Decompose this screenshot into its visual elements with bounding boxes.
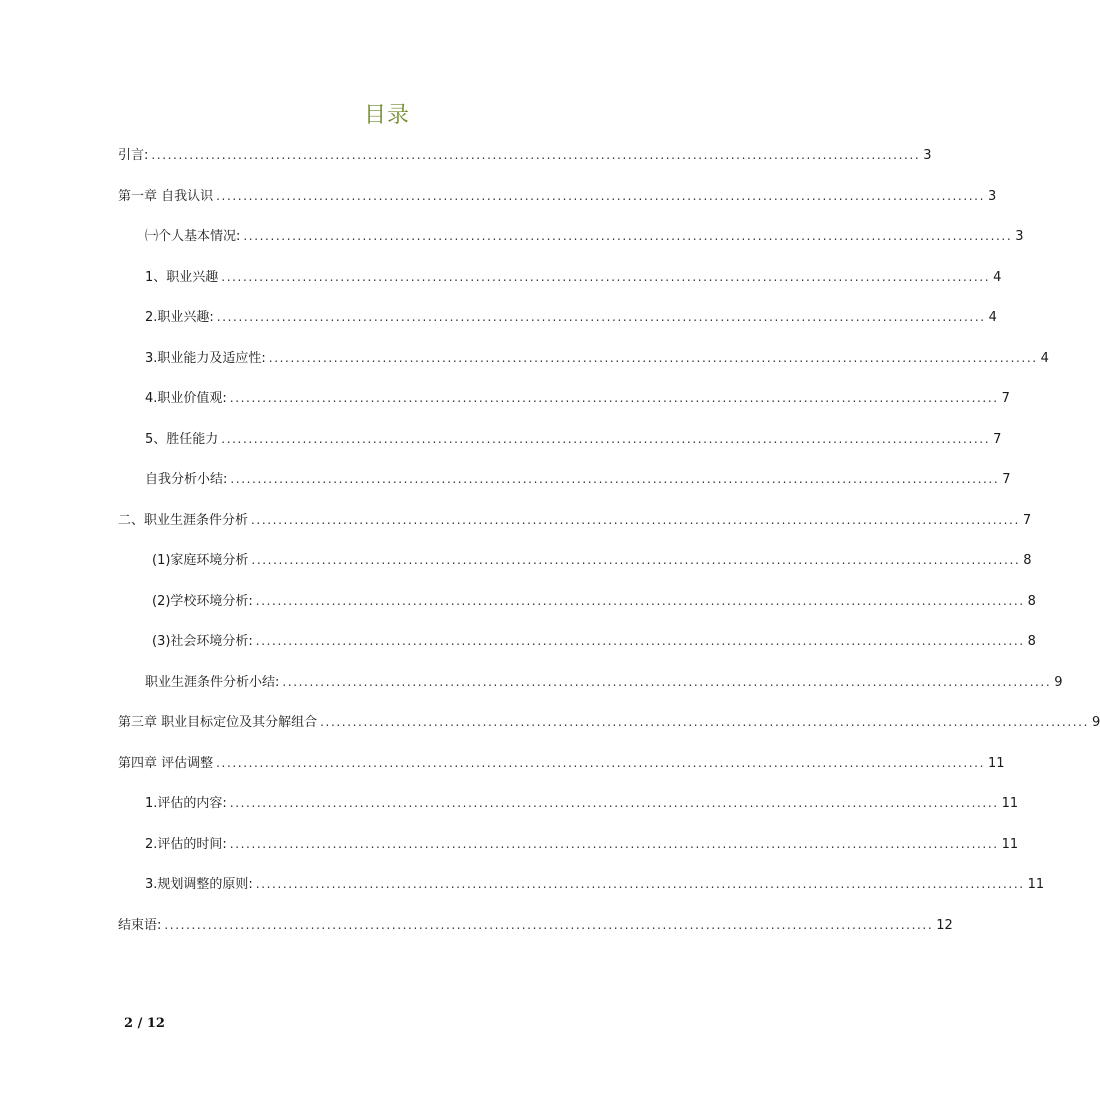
toc-entry-career-interest-2[interactable]: [0, 306, 997, 328]
toc-entry-adjustment-principles[interactable]: [0, 873, 1045, 895]
toc-entry-page: 3: [923, 148, 932, 163]
toc-entry-label: (2)学校环境分析:: [152, 593, 253, 609]
page-number-indicator: 2 / 12: [124, 1016, 165, 1031]
toc-entry-evaluation-time[interactable]: [0, 833, 1019, 855]
toc-entry-self-analysis-summary[interactable]: [0, 468, 1011, 490]
toc-leader-dots: ..............................................................................................................................................: [320, 715, 1089, 729]
toc-entry-chapter-4[interactable]: [0, 752, 1005, 774]
toc-entry-label: 1.评估的内容:: [145, 796, 227, 811]
toc-entry-page: 11: [988, 755, 1005, 771]
toc-leader-dots: ..............................................................................................................................................: [268, 350, 1038, 365]
toc-entry-page: 3: [1015, 229, 1024, 244]
toc-entry-label: 结束语:: [118, 917, 162, 933]
toc-entry-label: 引言:: [118, 148, 149, 163]
toc-entry-label: (1)家庭环境分析: [152, 553, 249, 568]
toc-entry-label: 5、胜任能力: [145, 431, 219, 447]
toc-leader-dots: ..............................................................................................................................................: [230, 472, 1000, 486]
toc-entry-page: 11: [1001, 836, 1019, 852]
toc-entry-page: 12: [936, 917, 953, 933]
toc-entry-label: 第四章 评估调整: [118, 755, 214, 771]
toc-entry-page: 4: [988, 310, 997, 325]
toc-entry-family-environment[interactable]: [0, 549, 1032, 571]
toc-entry-page: 4: [1040, 350, 1049, 366]
toc-entry-social-environment[interactable]: [0, 630, 1036, 652]
toc-entry-label: 1、职业兴趣: [145, 269, 219, 285]
toc-entry-introduction[interactable]: [0, 144, 932, 166]
toc-leader-dots: ..............................................................................................................................................: [216, 755, 985, 770]
toc-leader-dots: ..............................................................................................................................................: [229, 796, 999, 810]
toc-leader-dots: ..............................................................................................................................................: [229, 836, 999, 851]
toc-entry-label: 自我分析小结:: [145, 472, 228, 487]
toc-entry-page: 4: [993, 269, 1002, 285]
toc-entry-basic-info[interactable]: [0, 225, 1024, 247]
toc-leader-dots: ..............................................................................................................................................: [243, 229, 1013, 243]
toc-entry-label: 4.职业价值观:: [145, 391, 227, 406]
toc-entry-school-environment[interactable]: [0, 590, 1036, 612]
toc-entry-label: 3.规划调整的原则:: [145, 877, 253, 892]
toc-entry-label: 2.评估的时间:: [145, 836, 227, 852]
toc-leader-dots: ..............................................................................................................................................: [251, 553, 1021, 567]
toc-leader-dots: ..............................................................................................................................................: [255, 634, 1025, 648]
toc-entry-evaluation-content[interactable]: [0, 792, 1019, 814]
toc-leader-dots: ..............................................................................................................................................: [255, 877, 1025, 891]
toc-leader-dots: ..............................................................................................................................................: [164, 917, 934, 932]
toc-entry-condition-analysis-summary[interactable]: [0, 671, 1063, 693]
toc-entry-page: 7: [1001, 391, 1010, 406]
toc-entry-label: 二、职业生涯条件分析: [118, 512, 249, 528]
toc-entry-chapter-2[interactable]: [0, 509, 1032, 531]
toc-entry-page: 8: [1023, 553, 1032, 568]
toc-leader-dots: ..............................................................................................................................................: [251, 512, 1020, 527]
toc-entry-career-values[interactable]: [0, 387, 1010, 409]
toc-entry-page: 7: [1002, 472, 1011, 487]
toc-entry-page: 9: [1092, 715, 1100, 730]
toc-entry-conclusion[interactable]: [0, 914, 953, 936]
toc-entry-page: 3: [988, 188, 997, 204]
toc-entry-label: 职业生涯条件分析小结:: [145, 674, 280, 690]
toc-entry-label: (3)社会环境分析:: [152, 634, 253, 649]
toc-leader-dots: ..............................................................................................................................................: [282, 674, 1052, 689]
toc-entry-label: ㈠个人基本情况:: [145, 229, 241, 244]
toc-leader-dots: ..............................................................................................................................................: [151, 148, 921, 162]
toc-entry-chapter-3[interactable]: [0, 711, 1100, 733]
toc-entry-career-ability[interactable]: [0, 347, 1049, 369]
toc-leader-dots: ..............................................................................................................................................: [229, 391, 999, 405]
toc-entry-page: 9: [1054, 674, 1063, 690]
toc-entry-page: 11: [1027, 877, 1045, 892]
toc-leader-dots: ..............................................................................................................................................: [216, 310, 986, 324]
toc-leader-dots: ..............................................................................................................................................: [216, 188, 985, 203]
toc-entry-page: 7: [993, 431, 1002, 447]
toc-title: 目录: [363, 103, 410, 128]
toc-entry-page: 8: [1027, 634, 1036, 649]
toc-leader-dots: ..............................................................................................................................................: [221, 431, 991, 446]
toc-leader-dots: ..............................................................................................................................................: [221, 269, 991, 284]
toc-entry-label: 第一章 自我认识: [118, 188, 214, 204]
toc-entry-career-interest-1[interactable]: [0, 266, 1002, 288]
toc-entry-label: 第三章 职业目标定位及其分解组合: [118, 715, 318, 730]
toc-entry-competency[interactable]: [0, 428, 1002, 450]
toc-leader-dots: ..............................................................................................................................................: [255, 593, 1025, 608]
toc-entry-page: 7: [1022, 512, 1032, 528]
toc-entry-label: 2.职业兴趣:: [145, 310, 214, 325]
toc-entry-chapter-1[interactable]: [0, 185, 997, 207]
toc-entry-page: 11: [1001, 796, 1019, 811]
toc-entry-label: 3.职业能力及适应性:: [145, 350, 266, 366]
toc-entry-page: 8: [1027, 593, 1036, 609]
